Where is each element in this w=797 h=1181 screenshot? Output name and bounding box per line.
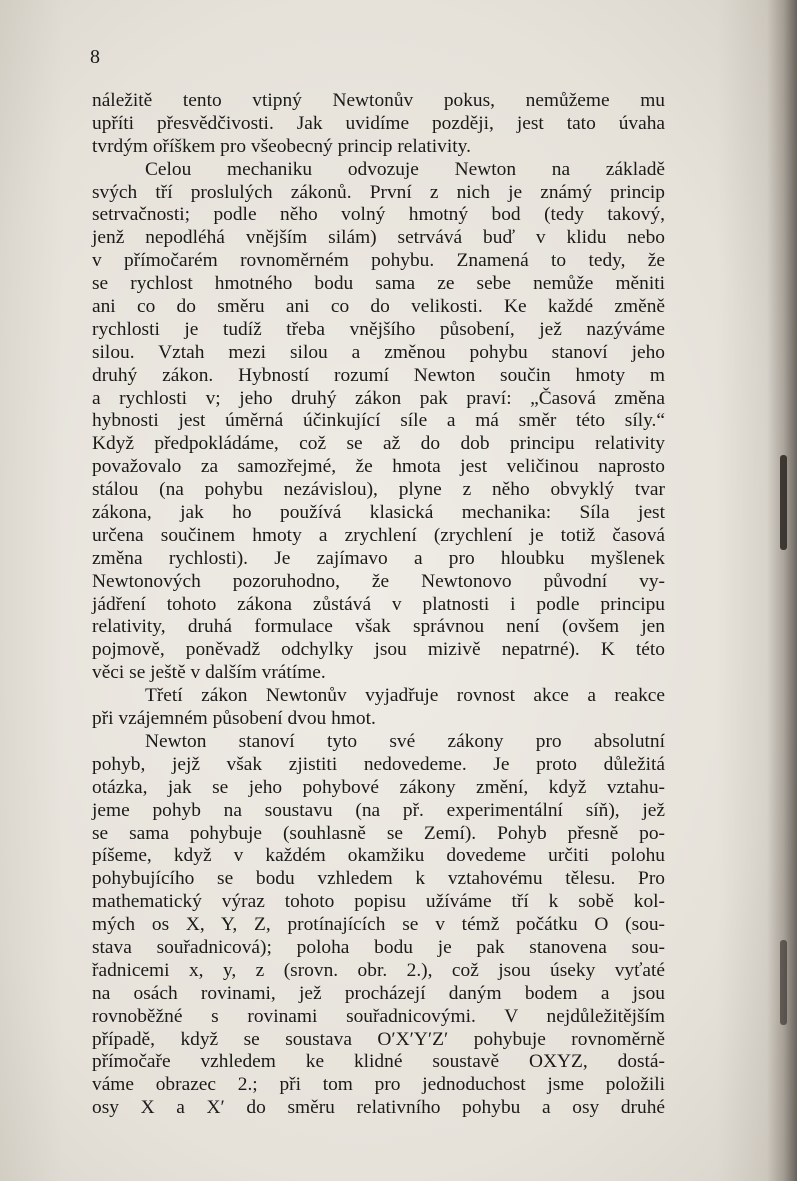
text-line: váme obrazec 2.; při tom pro jednoduchost jsme položili bbox=[92, 1074, 665, 1096]
text-line: relativity, druhá formulace však správnou není (ovšem jen bbox=[92, 616, 665, 638]
text-line: Newtonových pozoruhodno, že Newtonovo původní vy- bbox=[92, 570, 665, 592]
text-line: ani co do směru ani co do velikosti. Ke každé změně bbox=[92, 296, 665, 318]
text-line: pohyb, jejž však zjistiti nedovedeme. Je proto důležitá bbox=[92, 753, 665, 775]
text-line: při vzájemném působení dvou hmot. bbox=[92, 708, 376, 730]
text-line: náležitě tento vtipný Newtonův pokus, nemůžeme mu bbox=[92, 90, 665, 111]
text-line: pojmově, poněvadž odchylky jsou mizivě nepatrné). K této bbox=[92, 639, 665, 661]
text-line: věci se ještě v dalším vrátíme. bbox=[92, 662, 326, 684]
text-line: se rychlost hmotného bodu sama ze sebe nemůže měniti bbox=[92, 273, 665, 295]
text-line: Celou mechaniku odvozuje Newton na základě bbox=[145, 158, 665, 180]
text-line: jádření tohoto zákona zůstává v platnosti i podle principu bbox=[92, 593, 665, 615]
body-text bbox=[92, 90, 665, 1120]
text-line: na osách rovinami, jež procházejí daným bodem a jsou bbox=[92, 982, 665, 1004]
text-line: a rychlosti v; jeho druhý zákon pak praví: „Časová změna bbox=[92, 387, 665, 409]
text-line: řadnicemi x, y, z (srovn. obr. 2.), což jsou úseky vyťaté bbox=[92, 959, 665, 981]
text-line: přímočaře vzhledem ke klidné soustavě OXYZ, dostá- bbox=[92, 1051, 665, 1073]
text-line: píšeme, když v každém okamžiku dovedeme určiti polohu bbox=[92, 845, 665, 867]
text-line: otázka, jak se jeho pohybové zákony změní, když vztahu- bbox=[92, 776, 665, 798]
text-line: změna rychlosti). Je zajímavo a pro hloubku myšlenek bbox=[92, 547, 665, 569]
page-number: 8 bbox=[90, 46, 101, 68]
text-line: rovnoběžné s rovinami souřadnicovými. V nejdůležitějším bbox=[92, 1005, 665, 1027]
text-line: mých os X, Y, Z, protínajících se v témž počátku O (sou- bbox=[92, 914, 665, 936]
text-line: se sama pohybuje (souhlasně se Zemí). Pohyb přesně po- bbox=[92, 822, 665, 844]
page-edge-mark bbox=[780, 940, 787, 1025]
text-line: stava souřadnicová); poloha bodu je pak stanovena sou- bbox=[92, 936, 665, 958]
text-line: stálou (na pohybu nezávislou), plyne z něho obvyklý tvar bbox=[92, 479, 665, 501]
text-line: osy X a X′ do směru relativního pohybu a osy druhé bbox=[92, 1097, 665, 1119]
text-line: Když předpokládáme, což se až do dob principu relativity bbox=[92, 433, 665, 455]
binding-shadow bbox=[767, 0, 797, 1181]
text-line: zákona, jak ho používá klasická mechanika: Síla jest bbox=[92, 502, 665, 524]
text-line: tvrdým oříškem pro všeobecný princip relativity. bbox=[92, 135, 471, 157]
text-line: Newton stanoví tyto své zákony pro absolutní bbox=[145, 730, 665, 752]
text-line: Třetí zákon Newtonův vyjadřuje rovnost akce a reakce bbox=[145, 685, 665, 707]
text-line: považovalo za samozřejmé, že hmota jest veličinou naprosto bbox=[92, 456, 665, 478]
text-line: druhý zákon. Hybností rozumí Newton součin hmoty m bbox=[92, 364, 665, 386]
text-line: svých tří proslulých zákonů. První z nich je známý princip bbox=[92, 181, 665, 203]
text-line: jeme pohyb na soustavu (na př. experimentální síň), jež bbox=[92, 799, 665, 821]
text-line: rychlosti je tudíž třeba vnějšího působení, jež nazýváme bbox=[92, 318, 665, 340]
text-line: hybnosti jest úměrná účinkující síle a má směr této síly.“ bbox=[92, 410, 665, 432]
text-line: určena součinem hmoty a zrychlení (zrychlení je totiž časová bbox=[92, 524, 665, 546]
text-line: mathematický výraz tohoto popisu užíváme tří k sobě kol- bbox=[92, 891, 665, 913]
text-line: pohybujícího se bodu vzhledem k vztahovému tělesu. Pro bbox=[92, 868, 665, 890]
text-line: v přímočarém rovnoměrném pohybu. Znamená to tedy, že bbox=[92, 250, 665, 272]
text-line: silou. Vztah mezi silou a změnou pohybu stanoví jeho bbox=[92, 341, 665, 363]
text-line: jenž nepodléhá vnějším silám) setrvává buď v klidu nebo bbox=[92, 227, 665, 249]
text-line: upříti přesvědčivosti. Jak uvidíme později, jest tato úvaha bbox=[92, 112, 665, 134]
page-edge-mark bbox=[780, 455, 787, 550]
text-line: případě, když se soustava O′X′Y′Z′ pohybuje rovnoměrně bbox=[92, 1028, 665, 1050]
text-line: setrvačnosti; podle něho volný hmotný bod (tedy takový, bbox=[92, 204, 665, 226]
